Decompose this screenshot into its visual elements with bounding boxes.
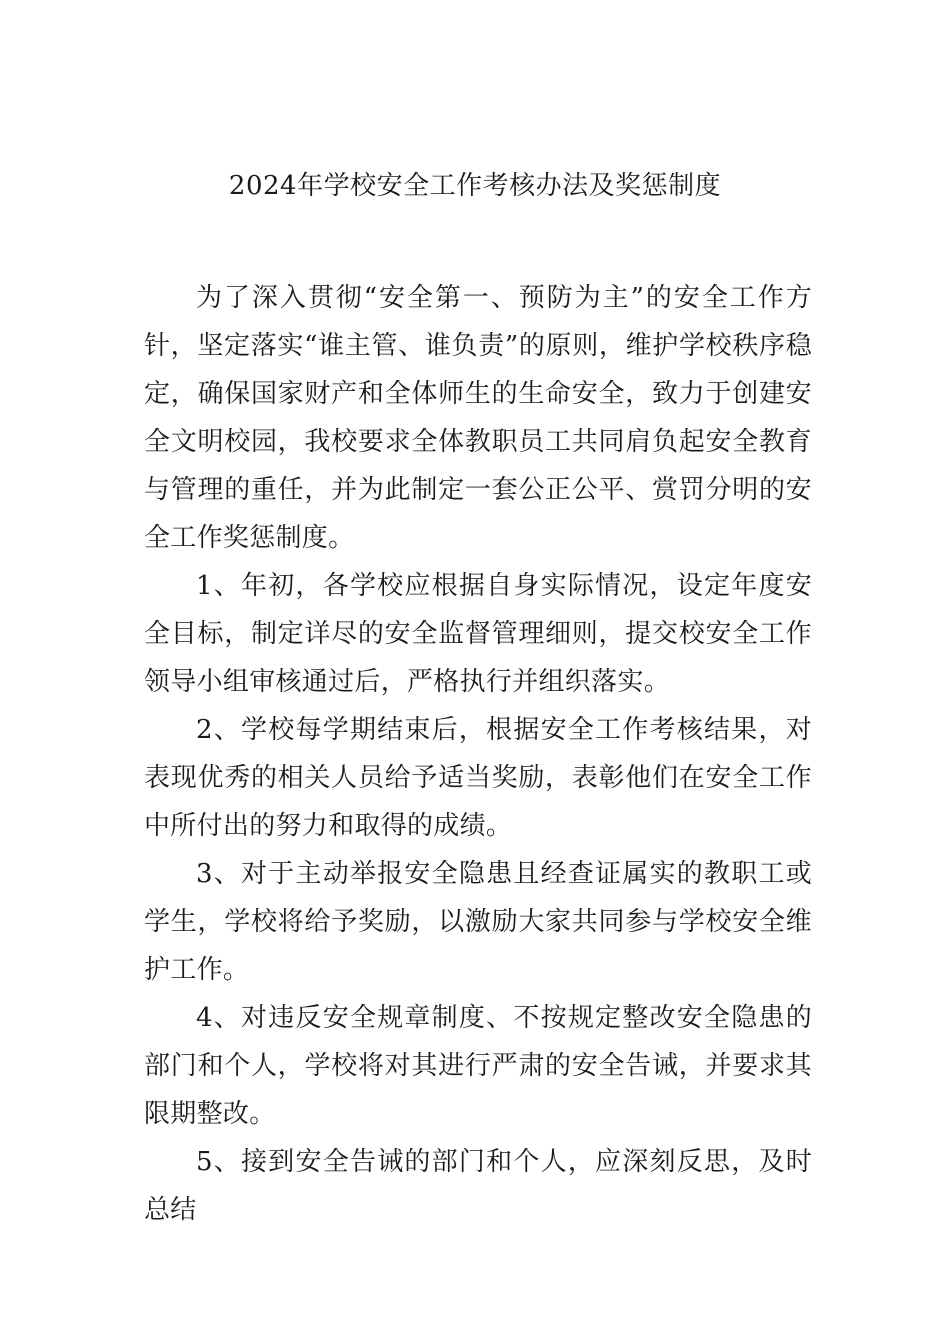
paragraph-item-2: 2、学校每学期结束后，根据安全工作考核结果，对表现优秀的相关人员给予适当奖励，表彰他们在安全工作中所付出的努力和取得的成绩。 (144, 715, 812, 841)
paragraph-item-3: 3、对于主动举报安全隐患且经查证属实的教职工或学生，学校将给予奖励，以激励大家共同参与学校安全维护工作。 (144, 859, 812, 985)
paragraph-item-4: 4、对违反安全规章制度、不按规定整改安全隐患的部门和个人，学校将对其进行严肃的安全告诫，并要求其限期整改。 (144, 1003, 812, 1129)
paragraph-item-5: 5、接到安全告诫的部门和个人，应深刻反思，及时总结 (144, 1147, 812, 1225)
document-title: 2024年学校安全工作考核办法及奖惩制度 (228, 171, 722, 201)
paragraph-intro: 为了深入贯彻“安全第一、预防为主”的安全工作方针，坚定落实“谁主管、谁负责”的原则，维护学校秩序稳定，确保国家财产和全体师生的生命安全，致力于创建安全文明校园，我校要求全体教职员工共同肩负起安全教育与管理的重任，并为此制定一套公正公平、赏罚分明的安全工作奖惩制度。 (144, 283, 812, 553)
paragraph-item-1: 1、年初，各学校应根据自身实际情况，设定年度安全目标，制定详尽的安全监督管理细则，提交校安全工作领导小组审核通过后，严格执行并组织落实。 (144, 571, 812, 697)
document-body (144, 274, 812, 1234)
